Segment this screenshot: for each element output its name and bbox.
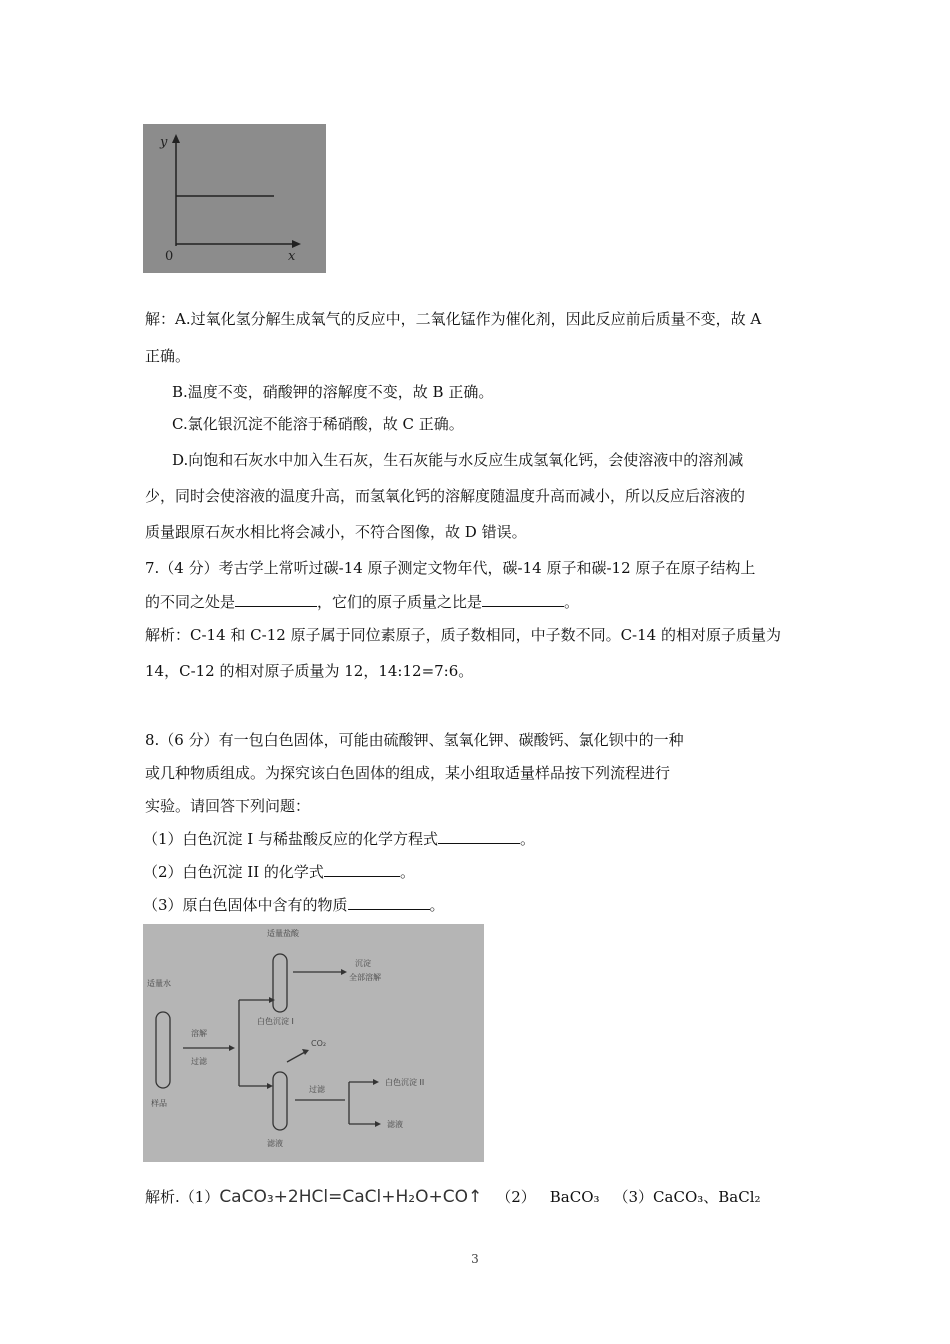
question-8-part-1: [143, 829, 535, 849]
answer8-part2-label: （2）: [496, 1188, 536, 1206]
answer-7-line-2: 14，C-12 的相对原子质量为 12，14:12=7:6。: [145, 662, 474, 680]
question-7-line-2: [145, 592, 579, 612]
flow-diagram-svg: [143, 924, 484, 1162]
solution-option-d: D.向饱和石灰水中加入生石灰，生石灰能与水反应生成氢氧化钙，会使溶液中的溶剂减: [172, 451, 744, 469]
q8-part1-text: （1）白色沉淀 I 与稀盐酸反应的化学方程式: [143, 830, 439, 848]
q8-part3-text: （3）原白色固体中含有的物质: [143, 896, 348, 914]
step1b-label: 过滤: [191, 1057, 207, 1066]
question-8-part-2: [143, 862, 415, 882]
page-number: 3: [471, 1252, 479, 1266]
dissolve-note-1: 沉淀: [355, 959, 371, 968]
q8-part3-blank: [348, 895, 430, 910]
step1-label: 溶解: [191, 1029, 207, 1038]
x-axis-label: x: [288, 249, 296, 264]
solution-option-c: C.氯化银沉淀不能溶于稀硝酸，故 C 正确。: [172, 415, 464, 433]
q7-text-end: 。: [564, 593, 580, 611]
step2-label: 过滤: [309, 1085, 325, 1094]
solution-line-7: 质量跟原石灰水相比将会减小，不符合图像，故 D 错误。: [145, 523, 527, 541]
graph-svg: [143, 124, 326, 273]
q7-text-mid: ，它们的原子质量之比是: [317, 593, 483, 611]
answer8-part2: BaCO₃: [549, 1188, 600, 1206]
q8-part2-text: （2）白色沉淀 II 的化学式: [143, 863, 324, 881]
flow-diagram-figure: [143, 924, 484, 1162]
question-8-line-3: 实验。请回答下列问题：: [145, 797, 311, 815]
gas-label: CO₂: [311, 1039, 327, 1048]
q7-text-pre: 的不同之处是: [145, 593, 236, 611]
y-axis-label: y: [160, 135, 168, 150]
q8-part3-period: 。: [429, 896, 445, 914]
origin-label: 0: [165, 249, 174, 264]
dissolve-note-2: 全部溶解: [349, 973, 381, 982]
q8-part2-blank: [324, 862, 400, 877]
q8-part1-blank: [438, 829, 520, 844]
sample-label: 样品: [151, 1099, 167, 1108]
question-8-line-2: 或几种物质组成。为探究该白色固体的组成，某小组取适量样品按下列流程进行: [145, 764, 671, 782]
question-7-line-1: 7.（4 分）考古学上常听过碳-14 原子测定文物年代，碳-14 原子和碳-12 原子在原子结构上: [145, 559, 756, 577]
answer8-part3: （3）CaCO₃、BaCl₂: [613, 1188, 761, 1206]
solution-option-b: B.温度不变，硝酸钾的溶解度不变，故 B 正确。: [172, 383, 494, 401]
precipitate2-label: 白色沉淀 II: [385, 1078, 425, 1087]
q8-part1-period: 。: [520, 830, 536, 848]
precipitate1-label: 白色沉淀 I: [257, 1017, 294, 1026]
left-reagent-label: 适量水: [147, 979, 171, 988]
solution-line-2: 正确。: [145, 347, 191, 365]
question-8-part-3: [143, 895, 445, 915]
solution-line-1: 解：A.过氧化氢分解生成氧气的反应中，二氧化锰作为催化剂，因此反应前后质量不变，故 A: [145, 310, 762, 328]
top-reagent-label: 适量盐酸: [267, 929, 299, 938]
question-8-line-1: 8.（6 分）有一包白色固体，可能由硫酸钾、氢氧化钾、碳酸钙、氯化钡中的一种: [145, 731, 684, 749]
answer-8-line: [145, 1187, 761, 1207]
up-arrow-icon: ↑: [467, 1187, 483, 1207]
answer8-equation: CaCO₃+2HCl=CaCl+H₂O+CO: [219, 1187, 468, 1207]
q7-blank-2: [482, 592, 564, 607]
answer8-prefix: 解析.（1）: [145, 1188, 220, 1206]
answer-7-line-1: 解析：C-14 和 C-12 原子属于同位素原子，质子数相同，中子数不同。C-14 的相对原子质量为: [145, 626, 781, 644]
graph-figure: [143, 124, 326, 273]
filtrate2-label: 滤液: [387, 1120, 403, 1129]
solution-line-6: 少，同时会使溶液的温度升高，而氢氧化钙的溶解度随温度升高而减小，所以反应后溶液的: [145, 487, 746, 505]
filtrate-label: 滤液: [267, 1139, 283, 1148]
q8-part2-period: 。: [399, 863, 415, 881]
q7-blank-1: [235, 592, 317, 607]
